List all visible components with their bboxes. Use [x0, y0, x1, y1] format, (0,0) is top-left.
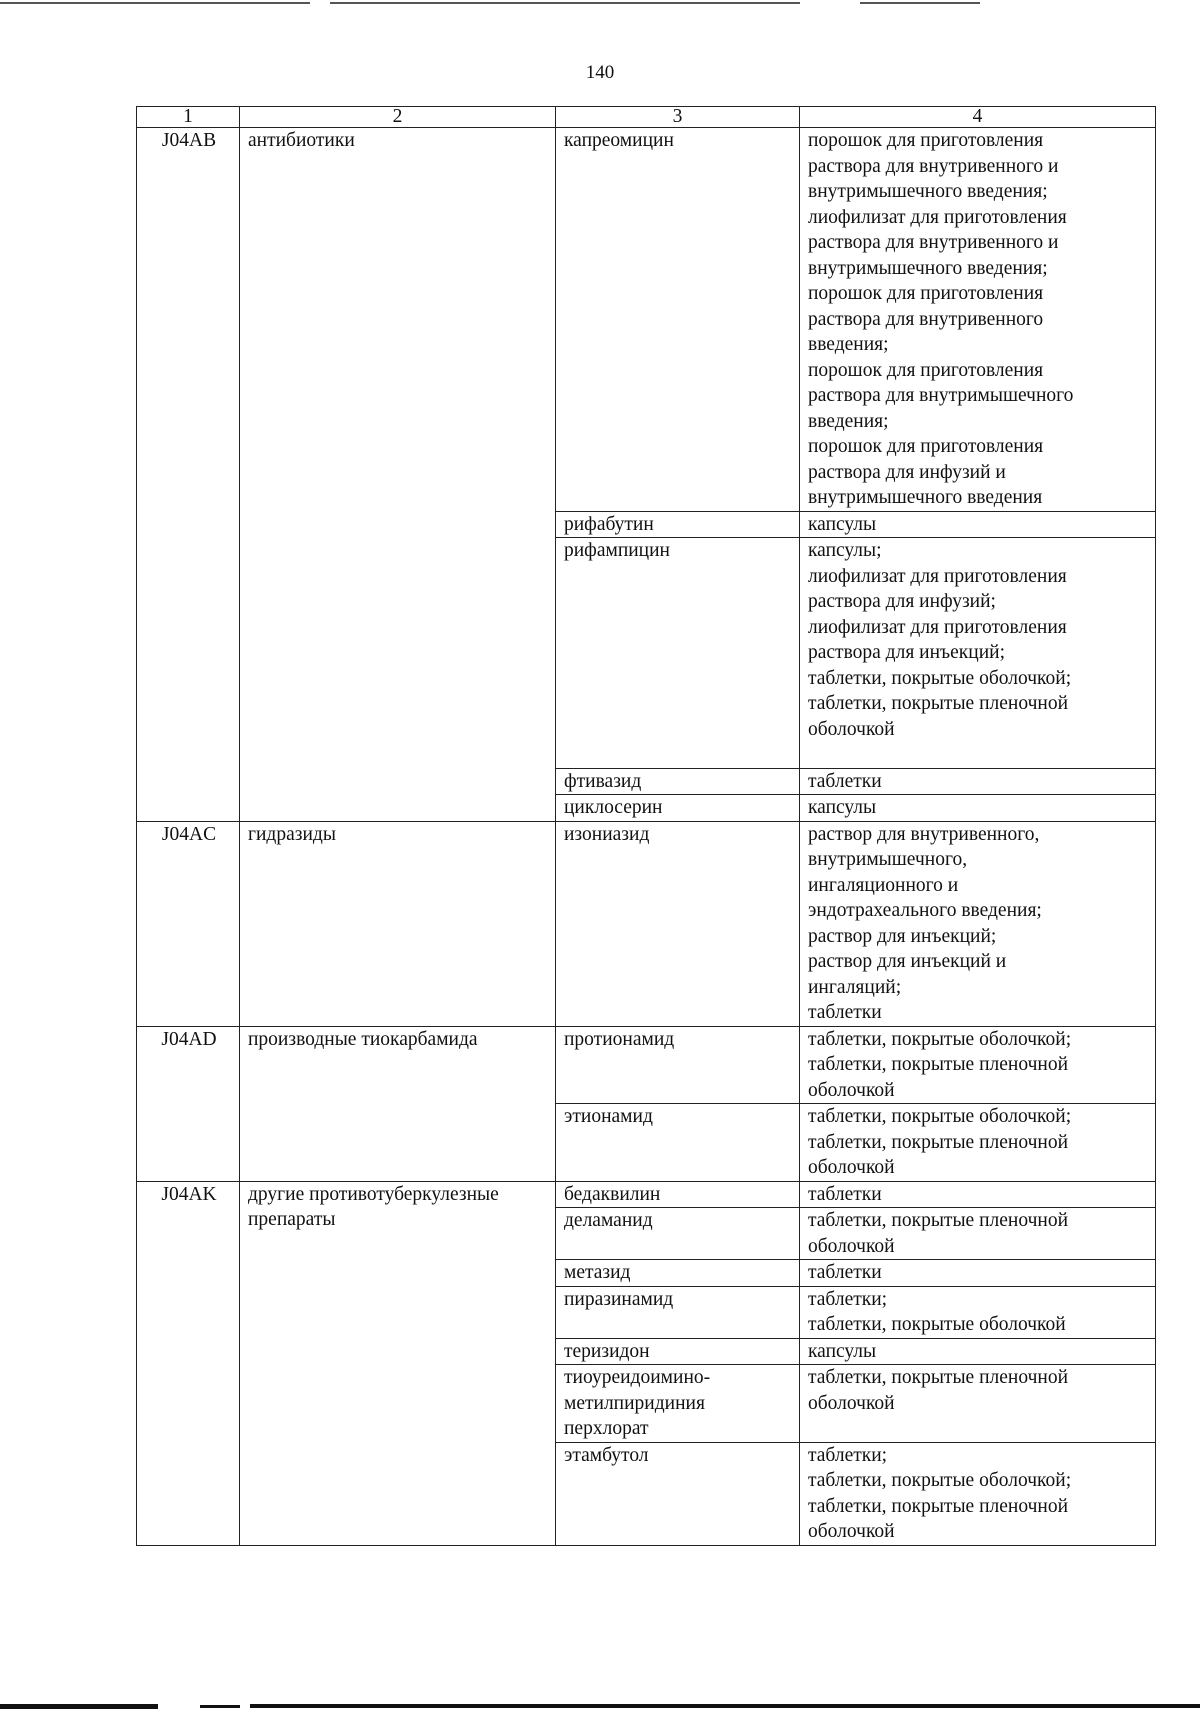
dosage-form-line: внутримышечного,: [808, 849, 968, 870]
dosage-form-line: раствора для внутривенного и: [808, 155, 1059, 177]
column-header: 2: [240, 107, 556, 128]
dosage-form-line: порошок для приготовления: [808, 130, 1044, 151]
dosage-form-line: порошок для приготовления: [808, 283, 1044, 304]
dosage-form-line: таблетки;: [808, 1444, 888, 1466]
dosage-form-line: внутримышечного введения;: [808, 181, 1048, 202]
dosage-form-line: [808, 1416, 1149, 1442]
dosage-form-line: капсулы: [808, 513, 877, 535]
dosage-form-line: таблетки: [808, 770, 882, 792]
dosage-form-line: ингаляций;: [808, 976, 902, 998]
dosage-form-line: таблетки: [808, 1002, 882, 1023]
dosage-form-line: раствор для инъекций и: [808, 951, 1007, 972]
drug-name-cell: бедаквилин: [556, 1181, 800, 1208]
group-name-cell: другие противотуберкулезные препараты: [240, 1181, 556, 1545]
dosage-form-line: таблетки, покрытые пленочной: [808, 1495, 1069, 1517]
atc-code-cell: J04AC: [137, 821, 240, 1026]
drug-name-cell: этамбутол: [556, 1442, 800, 1545]
column-header: 3: [556, 107, 800, 128]
scan-artifact: [860, 2, 980, 4]
dosage-form-cell: [800, 1181, 1156, 1208]
table-header-row: [137, 107, 1156, 128]
scan-artifact: [0, 2, 310, 4]
scan-artifact: [200, 1705, 240, 1708]
table-row: [137, 821, 1156, 1026]
atc-code-cell: J04AB: [137, 128, 240, 822]
dosage-form-cell: [800, 1442, 1156, 1545]
dosage-form-line: таблетки: [808, 1262, 882, 1283]
dosage-form-cell: [800, 538, 1156, 769]
table-row: [137, 1026, 1156, 1104]
dosage-form-line: оболочкой: [808, 1235, 895, 1257]
dosage-form-line: таблетки, покрытые пленочной: [808, 1131, 1069, 1153]
dosage-form-cell: [800, 1208, 1156, 1260]
dosage-form-line: таблетки, покрытые оболочкой;: [808, 1106, 1072, 1127]
dosage-form-line: введения;: [808, 410, 889, 432]
drug-name-cell: циклосерин: [556, 795, 800, 822]
dosage-form-line: лиофилизат для приготовления: [808, 565, 1067, 587]
dosage-form-line: раствор для внутривенного,: [808, 823, 1040, 845]
dosage-form-line: таблетки, покрытые оболочкой;: [808, 1028, 1072, 1050]
scan-artifact: [250, 1704, 1200, 1708]
dosage-form-line: таблетки;: [808, 1288, 888, 1310]
dosage-form-cell: [800, 511, 1156, 538]
dosage-form-line: таблетки: [808, 1183, 882, 1205]
dosage-form-cell: [800, 1026, 1156, 1104]
scan-edge-bottom: [0, 1702, 1200, 1712]
dosage-form-cell: [800, 1104, 1156, 1182]
dosage-form-line: раствор для инъекций;: [808, 925, 997, 947]
dosage-form-line: оболочкой: [808, 1521, 895, 1542]
drug-name-cell: рифабутин: [556, 511, 800, 538]
drug-table: [136, 106, 1156, 1546]
group-name-cell: антибиотики: [240, 128, 556, 822]
dosage-form-line: ингаляционного и: [808, 874, 959, 896]
dosage-form-line: раствора для внутримышечного: [808, 385, 1074, 406]
drug-name-cell: протионамид: [556, 1026, 800, 1104]
dosage-form-cell: [800, 1286, 1156, 1338]
dosage-form-line: раствора для инфузий и: [808, 461, 1006, 483]
atc-code-cell: J04AD: [137, 1026, 240, 1181]
dosage-form-line: лиофилизат для приготовления: [808, 616, 1067, 638]
table-body: [137, 128, 1156, 1546]
dosage-form-line: таблетки, покрытые пленочной: [808, 1054, 1069, 1075]
scan-artifact: [330, 2, 800, 4]
dosage-form-line: капсулы: [808, 1340, 877, 1362]
drug-name-cell: рифампицин: [556, 538, 800, 769]
dosage-form-line: порошок для приготовления: [808, 436, 1044, 457]
dosage-form-line: внутримышечного введения;: [808, 257, 1048, 279]
dosage-form-line: внутримышечного введения: [808, 487, 1043, 508]
dosage-form-line: таблетки, покрытые оболочкой: [808, 1314, 1066, 1335]
dosage-form-line: раствора для внутривенного и: [808, 232, 1059, 253]
dosage-form-cell: [800, 768, 1156, 795]
dosage-form-line: эндотрахеального введения;: [808, 900, 1042, 921]
drug-name-cell: капреомицин: [556, 128, 800, 512]
atc-code-cell: J04AK: [137, 1181, 240, 1545]
scan-artifact: [0, 1704, 158, 1709]
dosage-form-line: лиофилизат для приготовления: [808, 206, 1067, 228]
dosage-form-cell: [800, 795, 1156, 822]
table-row: [137, 1181, 1156, 1208]
drug-name-cell: этионамид: [556, 1104, 800, 1182]
dosage-form-cell: [800, 1338, 1156, 1365]
drug-name-cell: фтивазид: [556, 768, 800, 795]
dosage-form-line: таблетки, покрытые пленочной: [808, 693, 1069, 714]
dosage-form-line: таблетки, покрытые пленочной: [808, 1367, 1069, 1388]
table-row: [137, 128, 1156, 512]
drug-name-cell: деламанид: [556, 1208, 800, 1260]
dosage-form-line: таблетки, покрытые оболочкой;: [808, 1470, 1072, 1491]
dosage-form-line: введения;: [808, 334, 889, 355]
dosage-form-cell: [800, 1365, 1156, 1443]
group-name-cell: гидразиды: [240, 821, 556, 1026]
dosage-form-line: оболочкой: [808, 718, 895, 740]
drug-name-cell: пиразинамид: [556, 1286, 800, 1338]
dosage-form-line: порошок для приготовления: [808, 359, 1044, 381]
dosage-form-cell: [800, 1260, 1156, 1287]
drug-name-cell: метазид: [556, 1260, 800, 1287]
group-name-cell: производные тиокарбамида: [240, 1026, 556, 1181]
drug-name-cell: изониазид: [556, 821, 800, 1026]
dosage-form-line: оболочкой: [808, 1157, 895, 1178]
drug-name-cell: теризидон: [556, 1338, 800, 1365]
dosage-form-line: раствора для инъекций;: [808, 642, 1005, 663]
column-header: 1: [137, 107, 240, 128]
dosage-form-line: раствора для внутривенного: [808, 308, 1044, 330]
page-number: 140: [585, 62, 615, 83]
dosage-form-line: оболочкой: [808, 1079, 895, 1101]
dosage-form-cell: [800, 128, 1156, 512]
dosage-form-line: таблетки, покрытые оболочкой;: [808, 667, 1072, 689]
dosage-form-cell: [800, 821, 1156, 1026]
dosage-form-line: капсулы;: [808, 540, 882, 561]
scan-edge-top: [0, 0, 1200, 6]
column-header: 4: [800, 107, 1156, 128]
dosage-form-line: раствора для инфузий;: [808, 591, 996, 612]
dosage-form-line: оболочкой: [808, 1392, 895, 1414]
dosage-form-line: таблетки, покрытые пленочной: [808, 1210, 1069, 1231]
drug-name-cell: тиоуреидоимино- метилпиридиния перхлорат: [556, 1365, 800, 1443]
dosage-form-line: [808, 742, 1149, 768]
dosage-form-line: капсулы: [808, 797, 877, 818]
